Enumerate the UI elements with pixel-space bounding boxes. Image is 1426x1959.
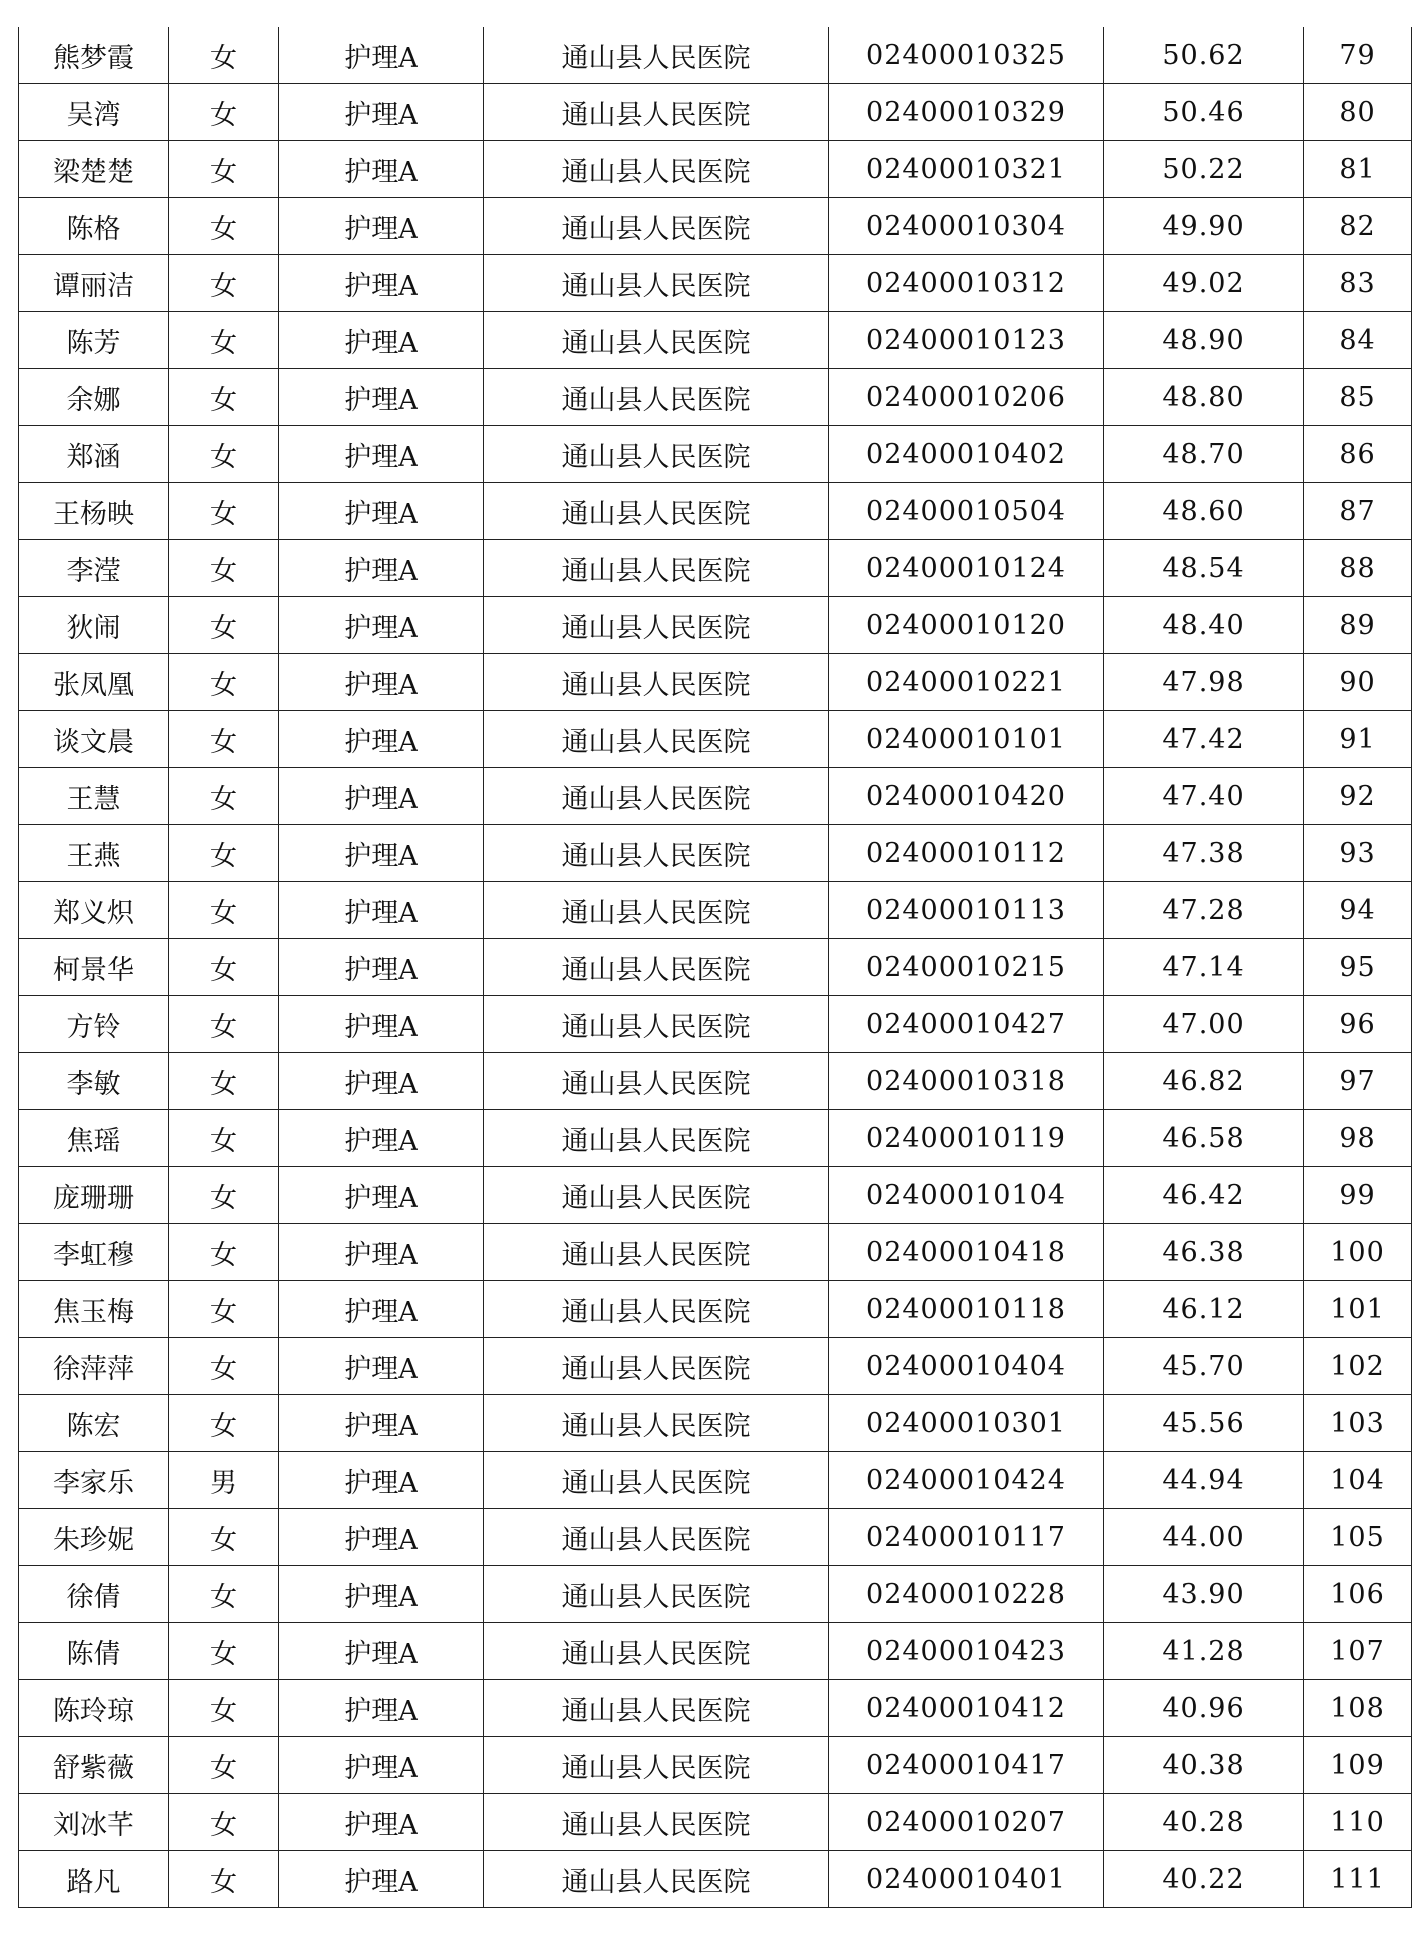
- rank-cell: 107: [1304, 1623, 1412, 1680]
- name-cell: 狄闹: [19, 597, 169, 654]
- exam-number-cell: 02400010427: [829, 996, 1104, 1053]
- gender-cell: 男: [169, 1452, 279, 1509]
- employer-cell: 通山县人民医院: [484, 882, 829, 939]
- gender-cell: 女: [169, 1224, 279, 1281]
- employer-cell: 通山县人民医院: [484, 654, 829, 711]
- position-cell: 护理A: [279, 84, 484, 141]
- position-cell: 护理A: [279, 654, 484, 711]
- table-row: [19, 1623, 1412, 1680]
- name-cell: 柯景华: [19, 939, 169, 996]
- gender-cell: 女: [169, 882, 279, 939]
- position-cell: 护理A: [279, 882, 484, 939]
- score-cell: 40.28: [1104, 1794, 1304, 1851]
- employer-cell: 通山县人民医院: [484, 1680, 829, 1737]
- score-cell: 49.90: [1104, 198, 1304, 255]
- position-cell: 护理A: [279, 369, 484, 426]
- exam-number-cell: 02400010113: [829, 882, 1104, 939]
- employer-cell: 通山县人民医院: [484, 255, 829, 312]
- exam-number-cell: 02400010401: [829, 1851, 1104, 1908]
- exam-number-cell: 02400010420: [829, 768, 1104, 825]
- rank-cell: 111: [1304, 1851, 1412, 1908]
- exam-number-cell: 02400010124: [829, 540, 1104, 597]
- gender-cell: 女: [169, 996, 279, 1053]
- exam-number-cell: 02400010404: [829, 1338, 1104, 1395]
- score-cell: 46.42: [1104, 1167, 1304, 1224]
- name-cell: 焦瑶: [19, 1110, 169, 1167]
- exam-number-cell: 02400010207: [829, 1794, 1104, 1851]
- position-cell: 护理A: [279, 1623, 484, 1680]
- exam-number-cell: 02400010301: [829, 1395, 1104, 1452]
- score-cell: 40.22: [1104, 1851, 1304, 1908]
- position-cell: 护理A: [279, 1794, 484, 1851]
- table-row: [19, 597, 1412, 654]
- name-cell: 梁楚楚: [19, 141, 169, 198]
- exam-number-cell: 02400010412: [829, 1680, 1104, 1737]
- exam-number-cell: 02400010418: [829, 1224, 1104, 1281]
- rank-cell: 84: [1304, 312, 1412, 369]
- gender-cell: 女: [169, 1338, 279, 1395]
- position-cell: 护理A: [279, 198, 484, 255]
- name-cell: 徐倩: [19, 1566, 169, 1623]
- rank-cell: 91: [1304, 711, 1412, 768]
- employer-cell: 通山县人民医院: [484, 426, 829, 483]
- name-cell: 熊梦霞: [19, 27, 169, 84]
- table-row: [19, 1224, 1412, 1281]
- position-cell: 护理A: [279, 1338, 484, 1395]
- position-cell: 护理A: [279, 1395, 484, 1452]
- table-row: [19, 1794, 1412, 1851]
- rank-cell: 88: [1304, 540, 1412, 597]
- gender-cell: 女: [169, 369, 279, 426]
- exam-number-cell: 02400010318: [829, 1053, 1104, 1110]
- rank-cell: 99: [1304, 1167, 1412, 1224]
- table-row: [19, 825, 1412, 882]
- position-cell: 护理A: [279, 1851, 484, 1908]
- score-cell: 40.96: [1104, 1680, 1304, 1737]
- gender-cell: 女: [169, 825, 279, 882]
- employer-cell: 通山县人民医院: [484, 1851, 829, 1908]
- score-cell: 47.40: [1104, 768, 1304, 825]
- table-row: [19, 882, 1412, 939]
- employer-cell: 通山县人民医院: [484, 27, 829, 84]
- rank-cell: 90: [1304, 654, 1412, 711]
- table-row: [19, 1167, 1412, 1224]
- position-cell: 护理A: [279, 483, 484, 540]
- employer-cell: 通山县人民医院: [484, 597, 829, 654]
- rank-cell: 93: [1304, 825, 1412, 882]
- employer-cell: 通山县人民医院: [484, 1566, 829, 1623]
- rank-cell: 79: [1304, 27, 1412, 84]
- employer-cell: 通山县人民医院: [484, 996, 829, 1053]
- exam-number-cell: 02400010104: [829, 1167, 1104, 1224]
- table-row: [19, 1110, 1412, 1167]
- score-cell: 47.42: [1104, 711, 1304, 768]
- exam-number-cell: 02400010117: [829, 1509, 1104, 1566]
- position-cell: 护理A: [279, 1224, 484, 1281]
- gender-cell: 女: [169, 198, 279, 255]
- name-cell: 李敏: [19, 1053, 169, 1110]
- rank-cell: 97: [1304, 1053, 1412, 1110]
- score-table: [18, 27, 1412, 1908]
- table-row: [19, 1338, 1412, 1395]
- name-cell: 焦玉梅: [19, 1281, 169, 1338]
- table-row: [19, 1281, 1412, 1338]
- position-cell: 护理A: [279, 1680, 484, 1737]
- name-cell: 李家乐: [19, 1452, 169, 1509]
- score-cell: 48.60: [1104, 483, 1304, 540]
- rank-cell: 105: [1304, 1509, 1412, 1566]
- position-cell: 护理A: [279, 255, 484, 312]
- score-cell: 47.38: [1104, 825, 1304, 882]
- name-cell: 陈宏: [19, 1395, 169, 1452]
- employer-cell: 通山县人民医院: [484, 198, 829, 255]
- score-cell: 45.56: [1104, 1395, 1304, 1452]
- table-row: [19, 84, 1412, 141]
- gender-cell: 女: [169, 597, 279, 654]
- exam-number-cell: 02400010206: [829, 369, 1104, 426]
- score-cell: 48.80: [1104, 369, 1304, 426]
- rank-cell: 94: [1304, 882, 1412, 939]
- exam-number-cell: 02400010504: [829, 483, 1104, 540]
- rank-cell: 89: [1304, 597, 1412, 654]
- position-cell: 护理A: [279, 1737, 484, 1794]
- position-cell: 护理A: [279, 27, 484, 84]
- position-cell: 护理A: [279, 426, 484, 483]
- rank-cell: 102: [1304, 1338, 1412, 1395]
- name-cell: 郑义炽: [19, 882, 169, 939]
- rank-cell: 85: [1304, 369, 1412, 426]
- exam-number-cell: 02400010423: [829, 1623, 1104, 1680]
- table-row: [19, 255, 1412, 312]
- exam-number-cell: 02400010101: [829, 711, 1104, 768]
- table-row: [19, 654, 1412, 711]
- name-cell: 吴湾: [19, 84, 169, 141]
- score-cell: 43.90: [1104, 1566, 1304, 1623]
- name-cell: 朱珍妮: [19, 1509, 169, 1566]
- score-table-sheet: [18, 27, 1411, 1908]
- employer-cell: 通山县人民医院: [484, 768, 829, 825]
- employer-cell: 通山县人民医院: [484, 369, 829, 426]
- table-row: [19, 540, 1412, 597]
- score-cell: 40.38: [1104, 1737, 1304, 1794]
- exam-number-cell: 02400010321: [829, 141, 1104, 198]
- score-cell: 47.00: [1104, 996, 1304, 1053]
- exam-number-cell: 02400010119: [829, 1110, 1104, 1167]
- gender-cell: 女: [169, 27, 279, 84]
- score-cell: 48.70: [1104, 426, 1304, 483]
- exam-number-cell: 02400010424: [829, 1452, 1104, 1509]
- gender-cell: 女: [169, 483, 279, 540]
- employer-cell: 通山县人民医院: [484, 1167, 829, 1224]
- employer-cell: 通山县人民医院: [484, 1794, 829, 1851]
- gender-cell: 女: [169, 1851, 279, 1908]
- gender-cell: 女: [169, 141, 279, 198]
- rank-cell: 87: [1304, 483, 1412, 540]
- employer-cell: 通山县人民医院: [484, 1338, 829, 1395]
- exam-number-cell: 02400010112: [829, 825, 1104, 882]
- table-row: [19, 1851, 1412, 1908]
- position-cell: 护理A: [279, 996, 484, 1053]
- name-cell: 路凡: [19, 1851, 169, 1908]
- employer-cell: 通山县人民医院: [484, 1737, 829, 1794]
- rank-cell: 82: [1304, 198, 1412, 255]
- gender-cell: 女: [169, 1737, 279, 1794]
- table-row: [19, 939, 1412, 996]
- score-cell: 48.90: [1104, 312, 1304, 369]
- gender-cell: 女: [169, 426, 279, 483]
- score-cell: 50.46: [1104, 84, 1304, 141]
- rank-cell: 95: [1304, 939, 1412, 996]
- name-cell: 郑涵: [19, 426, 169, 483]
- score-cell: 46.82: [1104, 1053, 1304, 1110]
- name-cell: 谭丽洁: [19, 255, 169, 312]
- score-cell: 41.28: [1104, 1623, 1304, 1680]
- name-cell: 王燕: [19, 825, 169, 882]
- score-cell: 44.00: [1104, 1509, 1304, 1566]
- score-cell: 44.94: [1104, 1452, 1304, 1509]
- score-cell: 48.40: [1104, 597, 1304, 654]
- gender-cell: 女: [169, 540, 279, 597]
- position-cell: 护理A: [279, 1053, 484, 1110]
- position-cell: 护理A: [279, 1110, 484, 1167]
- score-cell: 50.62: [1104, 27, 1304, 84]
- gender-cell: 女: [169, 1167, 279, 1224]
- gender-cell: 女: [169, 768, 279, 825]
- employer-cell: 通山县人民医院: [484, 1395, 829, 1452]
- table-row: [19, 1053, 1412, 1110]
- employer-cell: 通山县人民医院: [484, 540, 829, 597]
- score-cell: 47.98: [1104, 654, 1304, 711]
- rank-cell: 98: [1304, 1110, 1412, 1167]
- rank-cell: 106: [1304, 1566, 1412, 1623]
- gender-cell: 女: [169, 711, 279, 768]
- table-row: [19, 198, 1412, 255]
- gender-cell: 女: [169, 1623, 279, 1680]
- employer-cell: 通山县人民医院: [484, 711, 829, 768]
- exam-number-cell: 02400010312: [829, 255, 1104, 312]
- employer-cell: 通山县人民医院: [484, 1623, 829, 1680]
- position-cell: 护理A: [279, 711, 484, 768]
- position-cell: 护理A: [279, 1566, 484, 1623]
- position-cell: 护理A: [279, 768, 484, 825]
- table-row: [19, 711, 1412, 768]
- gender-cell: 女: [169, 1110, 279, 1167]
- employer-cell: 通山县人民医院: [484, 825, 829, 882]
- rank-cell: 83: [1304, 255, 1412, 312]
- name-cell: 舒紫薇: [19, 1737, 169, 1794]
- table-row: [19, 426, 1412, 483]
- exam-number-cell: 02400010417: [829, 1737, 1104, 1794]
- name-cell: 陈格: [19, 198, 169, 255]
- gender-cell: 女: [169, 1794, 279, 1851]
- name-cell: 陈玲琼: [19, 1680, 169, 1737]
- position-cell: 护理A: [279, 939, 484, 996]
- name-cell: 李虹穆: [19, 1224, 169, 1281]
- position-cell: 护理A: [279, 597, 484, 654]
- employer-cell: 通山县人民医院: [484, 483, 829, 540]
- score-cell: 46.38: [1104, 1224, 1304, 1281]
- gender-cell: 女: [169, 1053, 279, 1110]
- employer-cell: 通山县人民医院: [484, 1053, 829, 1110]
- name-cell: 陈倩: [19, 1623, 169, 1680]
- exam-number-cell: 02400010221: [829, 654, 1104, 711]
- score-cell: 46.58: [1104, 1110, 1304, 1167]
- rank-cell: 103: [1304, 1395, 1412, 1452]
- gender-cell: 女: [169, 1566, 279, 1623]
- table-row: [19, 1737, 1412, 1794]
- name-cell: 方铃: [19, 996, 169, 1053]
- exam-number-cell: 02400010304: [829, 198, 1104, 255]
- exam-number-cell: 02400010215: [829, 939, 1104, 996]
- employer-cell: 通山县人民医院: [484, 141, 829, 198]
- rank-cell: 104: [1304, 1452, 1412, 1509]
- name-cell: 余娜: [19, 369, 169, 426]
- score-table-body: [19, 27, 1412, 1908]
- exam-number-cell: 02400010325: [829, 27, 1104, 84]
- employer-cell: 通山县人民医院: [484, 1281, 829, 1338]
- table-row: [19, 312, 1412, 369]
- table-row: [19, 1680, 1412, 1737]
- gender-cell: 女: [169, 654, 279, 711]
- exam-number-cell: 02400010118: [829, 1281, 1104, 1338]
- employer-cell: 通山县人民医院: [484, 1509, 829, 1566]
- exam-number-cell: 02400010123: [829, 312, 1104, 369]
- rank-cell: 96: [1304, 996, 1412, 1053]
- rank-cell: 101: [1304, 1281, 1412, 1338]
- gender-cell: 女: [169, 1395, 279, 1452]
- score-cell: 47.14: [1104, 939, 1304, 996]
- position-cell: 护理A: [279, 141, 484, 198]
- position-cell: 护理A: [279, 540, 484, 597]
- name-cell: 谈文晨: [19, 711, 169, 768]
- gender-cell: 女: [169, 1680, 279, 1737]
- table-row: [19, 1509, 1412, 1566]
- rank-cell: 86: [1304, 426, 1412, 483]
- employer-cell: 通山县人民医院: [484, 84, 829, 141]
- rank-cell: 81: [1304, 141, 1412, 198]
- score-cell: 49.02: [1104, 255, 1304, 312]
- gender-cell: 女: [169, 1509, 279, 1566]
- employer-cell: 通山县人民医院: [484, 312, 829, 369]
- rank-cell: 108: [1304, 1680, 1412, 1737]
- name-cell: 李滢: [19, 540, 169, 597]
- table-row: [19, 27, 1412, 84]
- gender-cell: 女: [169, 255, 279, 312]
- score-cell: 46.12: [1104, 1281, 1304, 1338]
- name-cell: 王杨映: [19, 483, 169, 540]
- table-row: [19, 996, 1412, 1053]
- exam-number-cell: 02400010228: [829, 1566, 1104, 1623]
- employer-cell: 通山县人民医院: [484, 1452, 829, 1509]
- rank-cell: 80: [1304, 84, 1412, 141]
- gender-cell: 女: [169, 939, 279, 996]
- name-cell: 王慧: [19, 768, 169, 825]
- rank-cell: 100: [1304, 1224, 1412, 1281]
- position-cell: 护理A: [279, 1167, 484, 1224]
- position-cell: 护理A: [279, 312, 484, 369]
- rank-cell: 109: [1304, 1737, 1412, 1794]
- position-cell: 护理A: [279, 1452, 484, 1509]
- table-row: [19, 1395, 1412, 1452]
- name-cell: 庞珊珊: [19, 1167, 169, 1224]
- score-cell: 48.54: [1104, 540, 1304, 597]
- name-cell: 徐萍萍: [19, 1338, 169, 1395]
- name-cell: 陈芳: [19, 312, 169, 369]
- rank-cell: 92: [1304, 768, 1412, 825]
- score-cell: 45.70: [1104, 1338, 1304, 1395]
- table-row: [19, 1452, 1412, 1509]
- name-cell: 刘冰芊: [19, 1794, 169, 1851]
- rank-cell: 110: [1304, 1794, 1412, 1851]
- gender-cell: 女: [169, 312, 279, 369]
- employer-cell: 通山县人民医院: [484, 1110, 829, 1167]
- gender-cell: 女: [169, 1281, 279, 1338]
- table-row: [19, 141, 1412, 198]
- exam-number-cell: 02400010120: [829, 597, 1104, 654]
- position-cell: 护理A: [279, 1281, 484, 1338]
- position-cell: 护理A: [279, 1509, 484, 1566]
- employer-cell: 通山县人民医院: [484, 939, 829, 996]
- employer-cell: 通山县人民医院: [484, 1224, 829, 1281]
- exam-number-cell: 02400010402: [829, 426, 1104, 483]
- table-row: [19, 369, 1412, 426]
- position-cell: 护理A: [279, 825, 484, 882]
- exam-number-cell: 02400010329: [829, 84, 1104, 141]
- name-cell: 张凤凰: [19, 654, 169, 711]
- gender-cell: 女: [169, 84, 279, 141]
- score-cell: 47.28: [1104, 882, 1304, 939]
- table-row: [19, 1566, 1412, 1623]
- table-row: [19, 768, 1412, 825]
- score-cell: 50.22: [1104, 141, 1304, 198]
- table-row: [19, 483, 1412, 540]
